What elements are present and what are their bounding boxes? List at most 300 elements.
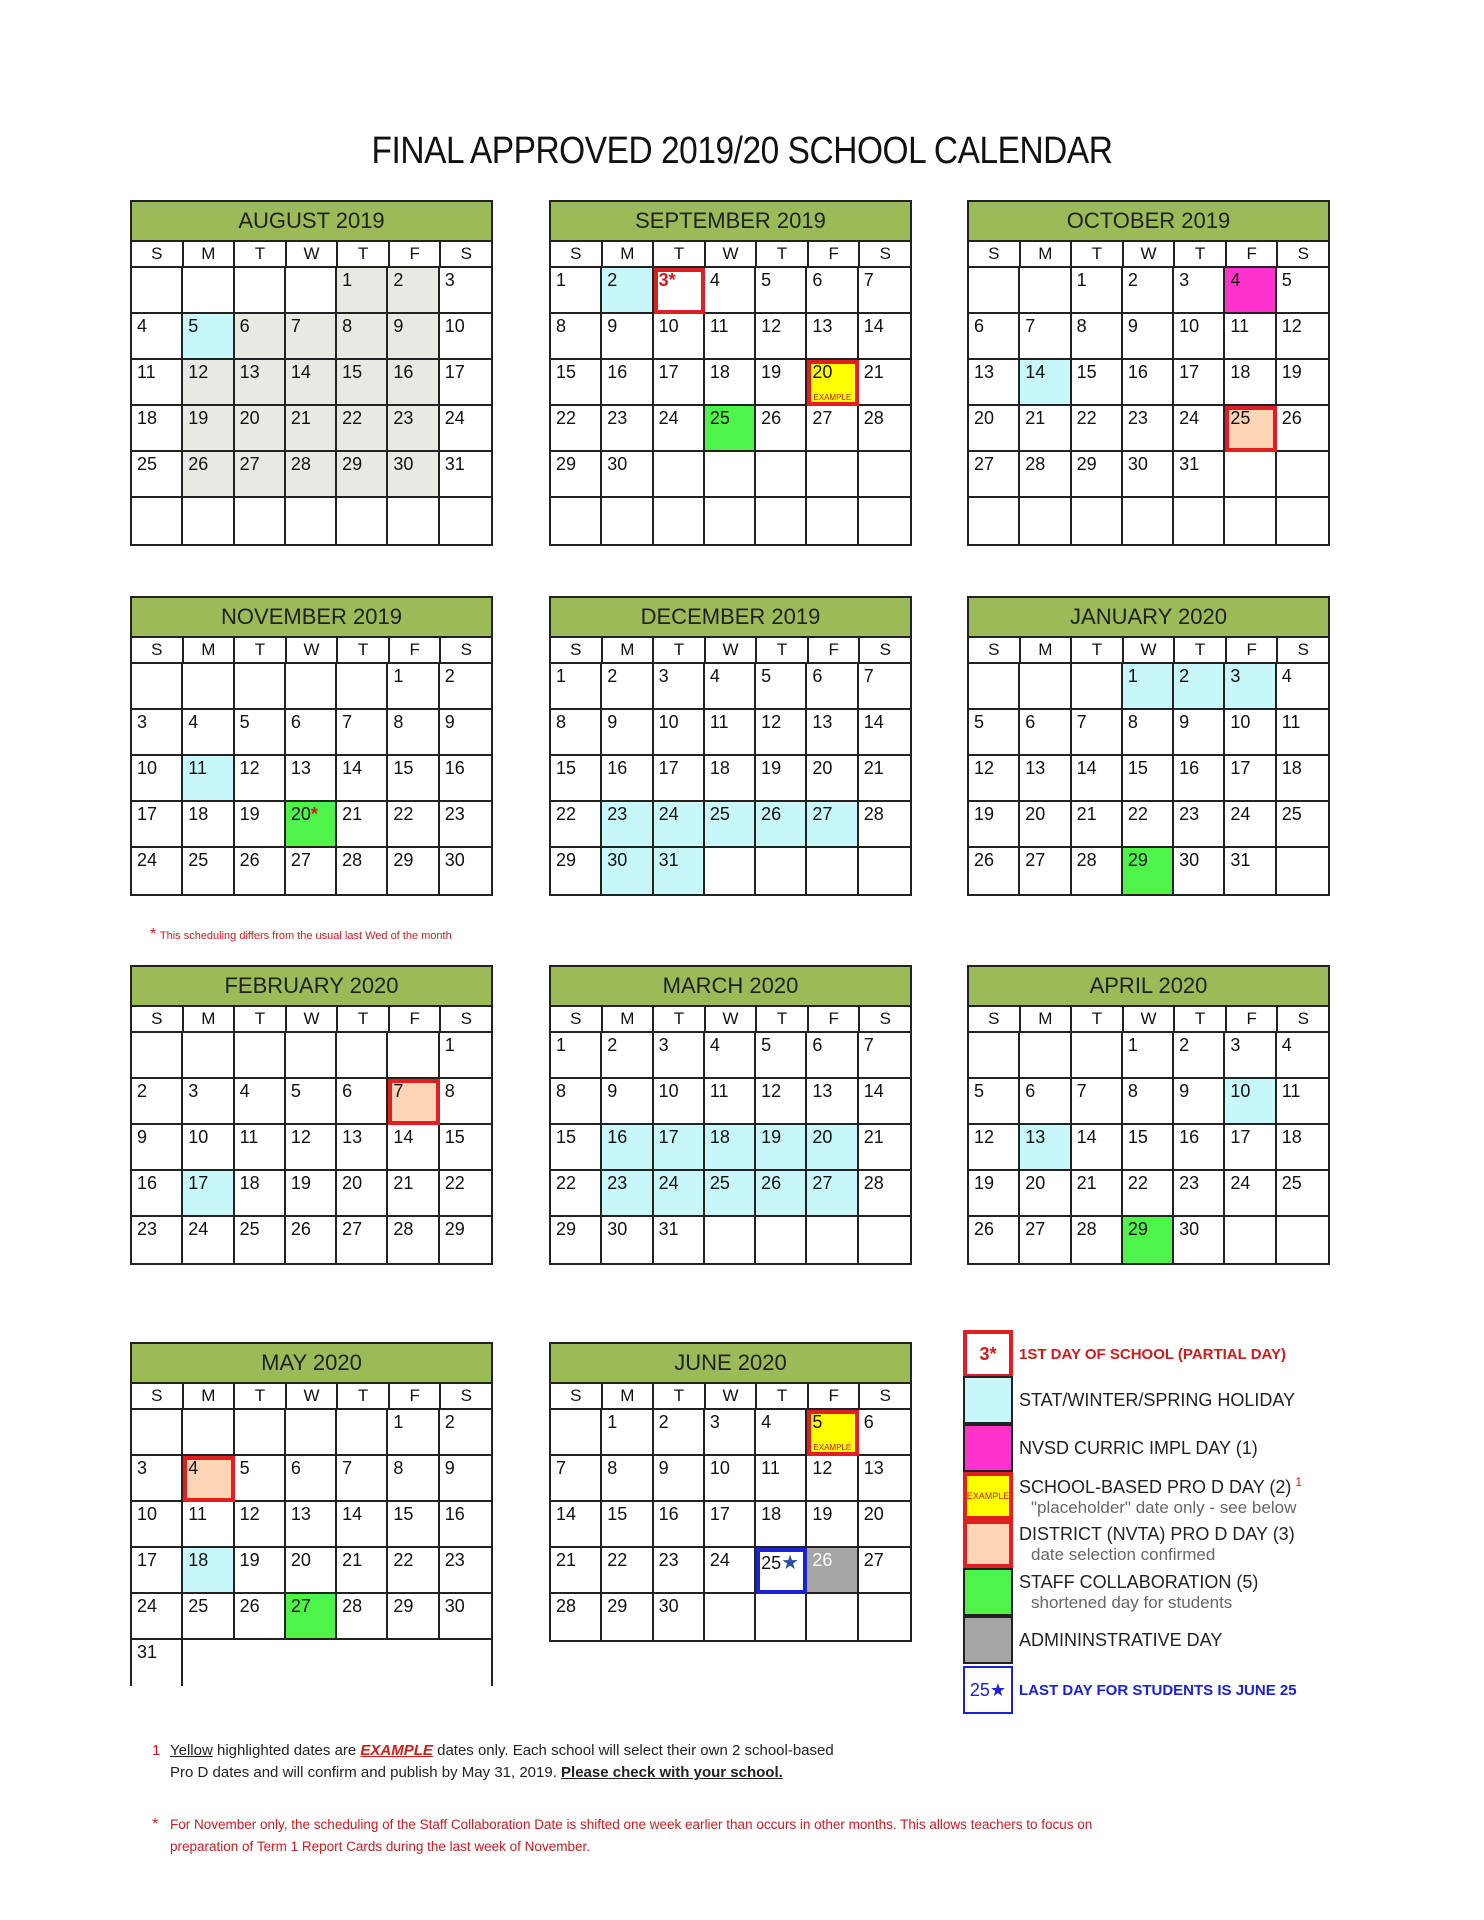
day-number: 20 [812, 362, 833, 382]
day-number: 5 [974, 712, 985, 732]
footnote-2-text-b: preparation of Term 1 Report Cards during the last week of November. [170, 1839, 590, 1854]
day-cell [337, 1079, 388, 1125]
empty-cell [183, 498, 234, 544]
day-number: 12 [812, 1458, 833, 1478]
day-cell [440, 1410, 491, 1456]
day-number: 8 [556, 316, 567, 336]
day-cell [1072, 848, 1123, 894]
legend-label-text: DISTRICT (NVTA) PRO D DAY (3) [1019, 1523, 1295, 1544]
weekday-label: T [338, 1384, 390, 1408]
day-number: 14 [556, 1504, 577, 1524]
day-cell [756, 802, 807, 848]
day-number: 20 [290, 804, 311, 824]
day-cell [1225, 664, 1276, 710]
day-number: 4 [709, 1035, 720, 1055]
day-cell [756, 268, 807, 314]
day-cell [388, 360, 439, 406]
day-cell [132, 1548, 183, 1594]
day-number: 21 [863, 1127, 884, 1147]
day-number: 29 [556, 454, 577, 474]
weekday-label: F [809, 242, 861, 266]
weekday-label: T [654, 242, 706, 266]
day-cell [969, 1079, 1020, 1125]
day-number: 18 [1281, 1127, 1302, 1147]
weekday-label: W [287, 1384, 339, 1408]
day-number: 24 [137, 1596, 158, 1616]
day-number: 8 [444, 1081, 455, 1101]
day-number: 23 [607, 1173, 628, 1193]
day-number: 29 [393, 850, 414, 870]
day-number: 16 [444, 758, 465, 778]
weekday-label: F [1227, 1007, 1279, 1031]
day-cell [388, 1079, 439, 1125]
day-cell [859, 314, 910, 360]
day-cell [807, 756, 858, 802]
day-number: 1 [1127, 1035, 1138, 1055]
day-number: 28 [863, 408, 884, 428]
day-cell [440, 848, 491, 894]
weekday-label: T [235, 1384, 287, 1408]
day-cell [654, 1125, 705, 1171]
day-number: 3 [658, 666, 669, 686]
day-cell [183, 1456, 234, 1502]
day-number: 3 [1179, 270, 1190, 290]
empty-cell [807, 1594, 858, 1640]
day-number: 30 [444, 850, 465, 870]
day-number: 5 [1281, 270, 1292, 290]
day-number: 31 [1179, 454, 1200, 474]
day-number: 16 [444, 1504, 465, 1524]
day-number: 17 [188, 1173, 209, 1193]
day-cell [1020, 1079, 1071, 1125]
day-cell [705, 710, 756, 756]
weekday-label: T [1175, 1007, 1227, 1031]
day-number: 31 [444, 454, 465, 474]
day-cell [969, 1125, 1020, 1171]
day-number: 26 [761, 804, 782, 824]
weekday-label: S [460, 244, 472, 263]
month-june-2020 [549, 1342, 912, 1642]
day-cell [807, 406, 858, 452]
day-cell [183, 710, 234, 756]
footnote-1-example: EXAMPLE [360, 1742, 433, 1759]
day-number: 20 [239, 408, 260, 428]
empty-cell [440, 498, 491, 544]
empty-cell [1225, 452, 1276, 498]
legend-label [1019, 1630, 1222, 1651]
day-cell [1277, 664, 1328, 710]
day-cell [602, 1594, 653, 1640]
day-cell [132, 1079, 183, 1125]
day-cell [807, 1033, 858, 1079]
day-number: 11 [188, 758, 207, 778]
empty-cell [388, 1033, 439, 1079]
weekday-label: S [460, 640, 472, 659]
day-grid [132, 664, 491, 894]
weekday-label: T [338, 242, 390, 266]
weekday-label: S [132, 242, 184, 266]
day-cell [969, 1171, 1020, 1217]
legend-swatch-text: 25★ [969, 1679, 1007, 1700]
day-number: 6 [812, 270, 823, 290]
day-cell [440, 1594, 491, 1640]
day-number: 2 [1179, 1035, 1190, 1055]
day-cell [1123, 664, 1174, 710]
day-number: 2 [137, 1081, 148, 1101]
weekday-label: W [287, 242, 339, 266]
day-number: 16 [137, 1173, 158, 1193]
day-cell [859, 268, 910, 314]
day-cell [859, 710, 910, 756]
day-cell [1123, 848, 1174, 894]
day-number: 14 [1076, 758, 1097, 778]
day-cell [807, 802, 858, 848]
empty-cell [1072, 498, 1123, 544]
weekday-label: W [706, 242, 758, 266]
day-cell [388, 756, 439, 802]
day-number: 18 [709, 362, 730, 382]
day-cell [756, 1079, 807, 1125]
day-number: 26 [974, 1219, 995, 1239]
empty-cell [807, 498, 858, 544]
day-number: 1 [444, 1035, 455, 1055]
day-cell [337, 802, 388, 848]
day-cell [1123, 1079, 1174, 1125]
day-number: 10 [1179, 316, 1200, 336]
day-number: 2 [607, 666, 618, 686]
day-cell [551, 1079, 602, 1125]
day-cell [183, 406, 234, 452]
weekday-label: F [1227, 242, 1279, 266]
day-cell [337, 406, 388, 452]
day-number: 22 [556, 804, 577, 824]
day-number: 17 [137, 1550, 158, 1570]
legend-row [963, 1666, 1297, 1714]
day-number: 1 [556, 1035, 567, 1055]
day-number: 6 [290, 712, 301, 732]
last-day-star-icon: ★ [781, 1552, 800, 1574]
day-cell [286, 1171, 337, 1217]
empty-cell [859, 1594, 910, 1640]
day-cell [440, 1079, 491, 1125]
day-cell [1277, 268, 1328, 314]
day-cell [235, 452, 286, 498]
legend-label-text: STAT/WINTER/SPRING HOLIDAY [1019, 1389, 1296, 1410]
day-number: 9 [137, 1127, 148, 1147]
day-cell [1072, 1079, 1123, 1125]
day-cell [1123, 710, 1174, 756]
day-cell [551, 406, 602, 452]
day-number: 27 [1025, 850, 1046, 870]
day-number: 11 [709, 1081, 729, 1101]
day-cell [1225, 1125, 1276, 1171]
day-cell [388, 314, 439, 360]
day-cell [551, 314, 602, 360]
day-number: 30 [607, 1219, 628, 1239]
day-cell [183, 1217, 234, 1263]
day-cell [337, 1217, 388, 1263]
day-number: 15 [607, 1504, 628, 1524]
day-cell [859, 1033, 910, 1079]
day-cell [1020, 802, 1071, 848]
day-number: 29 [1076, 454, 1097, 474]
day-cell [756, 1456, 807, 1502]
weekday-label: T [1072, 1007, 1124, 1031]
day-number: 6 [239, 316, 250, 336]
day-cell [1277, 1125, 1328, 1171]
day-cell [337, 1125, 388, 1171]
day-number: 11 [137, 362, 156, 382]
day-number: 19 [239, 804, 260, 824]
month-header: FEBRUARY 2020 [132, 967, 491, 1007]
empty-cell [1277, 1217, 1328, 1263]
weekday-label: T [235, 242, 287, 266]
empty-cell [183, 1033, 234, 1079]
day-cell [654, 710, 705, 756]
day-cell [705, 1125, 756, 1171]
day-number: 7 [1025, 316, 1036, 336]
day-number: 16 [1127, 362, 1148, 382]
month-march-2020 [549, 965, 912, 1265]
day-number: 19 [188, 408, 209, 428]
day-number: 11 [709, 712, 729, 732]
day-number: 14 [1025, 362, 1046, 382]
day-number: 4 [709, 270, 720, 290]
day-cell [807, 314, 858, 360]
day-number: 28 [342, 850, 363, 870]
empty-cell [337, 1410, 388, 1456]
day-cell [807, 1548, 858, 1594]
day-cell [388, 1125, 439, 1171]
day-cell [1072, 1217, 1123, 1263]
empty-cell [183, 1410, 234, 1456]
day-number: 8 [1076, 316, 1087, 336]
day-cell [1072, 1125, 1123, 1171]
weekday-label: M [603, 1007, 655, 1031]
day-cell [337, 710, 388, 756]
day-cell [388, 1594, 439, 1640]
empty-cell [756, 452, 807, 498]
day-number: 7 [290, 316, 301, 336]
legend-label [1019, 1438, 1258, 1459]
weekday-label: T [1072, 242, 1124, 266]
empty-cell [705, 1217, 756, 1263]
weekday-label: F [809, 638, 861, 662]
day-cell [756, 664, 807, 710]
day-cell [1020, 452, 1071, 498]
day-number: 6 [812, 1035, 823, 1055]
day-cell [337, 1548, 388, 1594]
day-cell [1020, 1171, 1071, 1217]
weekday-label: M [184, 638, 236, 662]
day-number: 21 [290, 408, 311, 428]
month-september-2019 [549, 200, 912, 546]
day-number: 13 [812, 316, 833, 336]
day-cell [183, 848, 234, 894]
weekday-label: S [132, 1007, 184, 1031]
day-cell [1123, 1125, 1174, 1171]
day-cell [183, 756, 234, 802]
day-cell [183, 360, 234, 406]
day-number: 31 [658, 850, 679, 870]
day-number: 10 [444, 316, 465, 336]
day-number: 24 [709, 1550, 730, 1570]
day-number: 16 [1179, 758, 1200, 778]
day-cell [756, 756, 807, 802]
day-number: 15 [1127, 758, 1148, 778]
day-number: 18 [1281, 758, 1302, 778]
day-number: 8 [556, 1081, 567, 1101]
day-cell [337, 1502, 388, 1548]
day-number: 22 [393, 1550, 414, 1570]
day-number: 25 [1230, 408, 1251, 428]
day-cell [235, 1217, 286, 1263]
footnote-1-check: Please check with your school. [561, 1764, 783, 1781]
day-cell [705, 756, 756, 802]
day-number: 4 [239, 1081, 250, 1101]
day-number: 22 [1076, 408, 1097, 428]
day-number: 28 [342, 1596, 363, 1616]
weekday-label: S [551, 242, 603, 266]
day-number: 11 [239, 1127, 259, 1147]
day-cell [705, 1171, 756, 1217]
day-number: 11 [1281, 1081, 1301, 1101]
weekday-label: S [879, 244, 891, 263]
empty-cell [132, 1033, 183, 1079]
day-cell [337, 756, 388, 802]
weekday-label: S [1297, 244, 1309, 263]
day-cell [286, 756, 337, 802]
day-number: 13 [812, 1081, 833, 1101]
day-number: 21 [1076, 804, 1097, 824]
weekday-label: T [757, 242, 809, 266]
day-cell [602, 710, 653, 756]
day-cell [1123, 1217, 1174, 1263]
day-number: 4 [137, 316, 148, 336]
day-number: 1 [556, 666, 567, 686]
month-header: DECEMBER 2019 [551, 598, 910, 638]
weekday-label: F [390, 242, 442, 266]
day-number: 18 [239, 1173, 260, 1193]
weekday-label: W [706, 1384, 758, 1408]
day-number: 8 [393, 712, 404, 732]
day-cell [969, 406, 1020, 452]
day-cell [551, 802, 602, 848]
day-number: 16 [607, 758, 628, 778]
weekday-row [132, 1384, 491, 1410]
day-number: 14 [1076, 1127, 1097, 1147]
day-cell [756, 1033, 807, 1079]
day-cell [183, 314, 234, 360]
month-december-2019 [549, 596, 912, 896]
empty-cell [1277, 452, 1328, 498]
day-cell [235, 1594, 286, 1640]
day-number: 22 [607, 1550, 628, 1570]
empty-cell [602, 498, 653, 544]
day-cell [1020, 360, 1071, 406]
day-number: 11 [709, 316, 729, 336]
day-number: 24 [658, 1173, 679, 1193]
day-number: 3 [137, 712, 148, 732]
day-cell [337, 314, 388, 360]
weekday-label: S [879, 1386, 891, 1405]
day-number: 19 [761, 362, 782, 382]
weekday-label: M [184, 1007, 236, 1031]
weekday-label: S [1297, 1009, 1309, 1028]
empty-cell [969, 1033, 1020, 1079]
weekday-row [132, 242, 491, 268]
weekday-label: F [390, 1384, 442, 1408]
example-tag: EXAMPLE [813, 393, 852, 402]
weekday-label: T [338, 638, 390, 662]
day-cell [388, 1548, 439, 1594]
day-cell [132, 1640, 183, 1686]
day-number: 29 [1127, 1219, 1148, 1239]
day-cell [235, 360, 286, 406]
day-cell [969, 360, 1020, 406]
empty-cell [388, 498, 439, 544]
day-cell [1072, 1171, 1123, 1217]
day-number: 29 [1127, 850, 1148, 870]
empty-cell [756, 498, 807, 544]
day-cell [969, 452, 1020, 498]
weekday-label: S [460, 1386, 472, 1405]
weekday-label: S [1297, 640, 1309, 659]
day-number: 14 [863, 712, 884, 732]
day-cell [859, 1171, 910, 1217]
legend-swatch [963, 1376, 1013, 1424]
day-cell [388, 1171, 439, 1217]
empty-cell [1123, 498, 1174, 544]
day-number: 1 [1076, 270, 1087, 290]
day-cell [654, 1548, 705, 1594]
month-october-2019 [967, 200, 1330, 546]
day-cell [132, 710, 183, 756]
day-cell [132, 756, 183, 802]
november-note [150, 926, 452, 944]
day-number: 24 [444, 408, 465, 428]
day-number: 4 [709, 666, 720, 686]
day-cell [235, 1456, 286, 1502]
weekday-label: F [390, 1007, 442, 1031]
legend-row [963, 1616, 1222, 1664]
day-cell [1174, 802, 1225, 848]
day-cell [705, 802, 756, 848]
day-number: 23 [1179, 804, 1200, 824]
day-cell [1225, 268, 1276, 314]
day-cell [1174, 268, 1225, 314]
day-cell [705, 1410, 756, 1456]
day-grid [551, 1410, 910, 1640]
day-number: 12 [1281, 316, 1302, 336]
day-cell [1225, 1171, 1276, 1217]
legend-label [1019, 1572, 1258, 1593]
month-header: OCTOBER 2019 [969, 202, 1328, 242]
day-number: 3 [444, 270, 455, 290]
day-cell [654, 1594, 705, 1640]
day-cell [654, 664, 705, 710]
weekday-label: S [132, 1384, 184, 1408]
day-number: 30 [444, 1596, 465, 1616]
day-number: 2 [444, 1412, 455, 1432]
day-cell [551, 664, 602, 710]
day-cell [602, 802, 653, 848]
day-number: 5 [239, 1458, 250, 1478]
empty-cell [183, 268, 234, 314]
day-cell [440, 1217, 491, 1263]
day-number: 2 [444, 666, 455, 686]
day-number: 17 [1179, 362, 1200, 382]
